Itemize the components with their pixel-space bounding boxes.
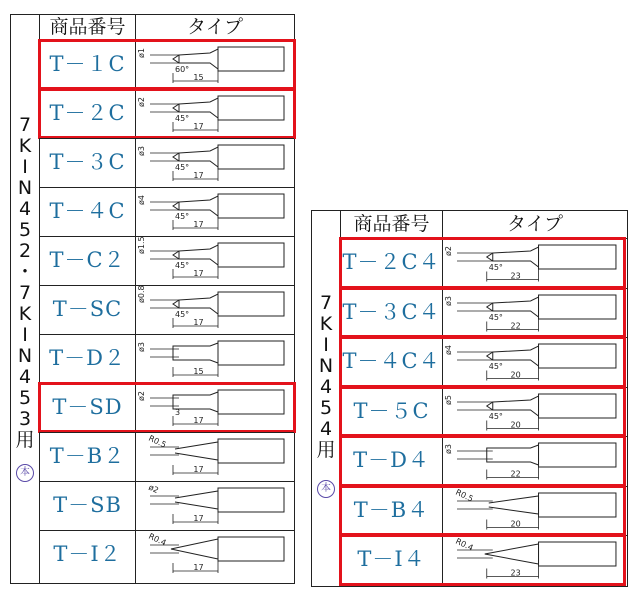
product-code: T－SD bbox=[52, 395, 123, 419]
right-side-label bbox=[312, 293, 340, 498]
angle-label: 45° bbox=[488, 362, 503, 371]
length-label: 17 bbox=[193, 514, 204, 523]
tip-bevel-face bbox=[173, 153, 179, 161]
left-product-table bbox=[10, 14, 295, 584]
angle-label: 3 bbox=[175, 408, 181, 417]
product-code: T－B４ bbox=[353, 497, 430, 522]
highlight-box bbox=[339, 336, 626, 388]
angle-label: 45° bbox=[175, 212, 190, 221]
side-char: 5 bbox=[18, 219, 32, 241]
length-label: 17 bbox=[193, 171, 204, 180]
length-label: 15 bbox=[193, 73, 204, 82]
diameter-label: ø2 bbox=[147, 482, 161, 496]
product-code: T－４C４ bbox=[342, 349, 441, 373]
angle-label: 45° bbox=[175, 163, 190, 172]
length-label: 17 bbox=[193, 318, 204, 327]
tip-diagram bbox=[137, 189, 290, 234]
product-code: T－B２ bbox=[49, 444, 126, 468]
length-label: 23 bbox=[510, 568, 521, 578]
side-char: 7 bbox=[18, 282, 32, 304]
side-char: 3 bbox=[18, 408, 32, 430]
tip-shape bbox=[175, 442, 218, 460]
length-label: 22 bbox=[510, 321, 521, 330]
highlight-box bbox=[38, 39, 296, 90]
tip-diagram bbox=[140, 434, 290, 479]
tip-bevel-face bbox=[173, 202, 179, 210]
length-label: 17 bbox=[193, 269, 204, 278]
length-label: 17 bbox=[193, 465, 204, 474]
product-code: T－３C４ bbox=[342, 299, 441, 324]
side-char: K bbox=[319, 313, 333, 335]
side-char: 4 bbox=[18, 366, 32, 388]
right-header-code: 商品番号 bbox=[353, 213, 430, 235]
product-code: T－１C bbox=[49, 52, 126, 76]
side-char: 5 bbox=[319, 397, 333, 419]
diameter-label: ø1.5 bbox=[137, 236, 146, 254]
length-label: 17 bbox=[193, 220, 204, 229]
side-char: 4 bbox=[319, 376, 333, 398]
highlight-box bbox=[339, 386, 626, 438]
side-char: 用 bbox=[316, 439, 336, 461]
tip-diagram bbox=[137, 285, 290, 332]
product-code: T－２C bbox=[49, 101, 126, 125]
side-char: N bbox=[318, 355, 334, 377]
diameter-label: ø3 bbox=[137, 342, 146, 352]
angle-label: 45° bbox=[175, 261, 190, 270]
side-char: K bbox=[18, 135, 32, 157]
tip-body bbox=[218, 145, 284, 169]
left-header-code: 商品番号 bbox=[49, 16, 126, 38]
diameter-label: ø3 bbox=[444, 295, 453, 306]
side-char: I bbox=[323, 334, 329, 356]
product-code: T－２C４ bbox=[342, 250, 441, 274]
length-label: 20 bbox=[510, 370, 521, 380]
diameter-label: ø2 bbox=[137, 391, 146, 401]
tip-shape bbox=[171, 539, 218, 559]
tip-bevel-face bbox=[173, 300, 179, 308]
diameter-label: R0.5 bbox=[454, 487, 475, 504]
tip-body bbox=[218, 292, 284, 316]
tip-shape bbox=[173, 343, 218, 363]
highlight-box bbox=[38, 382, 296, 433]
diameter-label: ø1 bbox=[137, 48, 146, 58]
product-code: T－SB bbox=[53, 493, 122, 517]
diameter-label: ø4 bbox=[137, 195, 146, 205]
diameter-label: ø3 bbox=[444, 444, 453, 454]
diameter-label: ø3 bbox=[137, 146, 146, 156]
tip-diagram bbox=[137, 236, 290, 283]
highlight-box bbox=[339, 485, 626, 537]
length-label: 17 bbox=[193, 416, 204, 425]
diameter-label: ø5 bbox=[444, 394, 453, 405]
side-char: 4 bbox=[18, 198, 32, 220]
product-code: T－I４ bbox=[357, 547, 426, 571]
tip-body bbox=[218, 194, 284, 218]
side-char: N bbox=[17, 345, 33, 367]
tip-diagram bbox=[137, 140, 290, 185]
side-char: 用 bbox=[15, 429, 35, 451]
product-code: T－D２ bbox=[49, 346, 126, 370]
diameter-label: ø4 bbox=[444, 345, 453, 355]
diameter-label: ø0.8 bbox=[137, 285, 146, 303]
tip-body bbox=[218, 341, 284, 365]
tip-shape bbox=[175, 491, 218, 509]
product-code: T－SC bbox=[52, 297, 123, 321]
product-code: T－４C bbox=[49, 199, 126, 223]
angle-label: 45° bbox=[488, 263, 503, 272]
right-header-type: タイプ bbox=[506, 213, 564, 235]
highlight-box bbox=[339, 435, 626, 487]
highlight-box bbox=[38, 88, 296, 139]
tip-body bbox=[218, 243, 284, 267]
tip-bevel-face bbox=[173, 251, 179, 259]
hon-marker-icon: 本 bbox=[317, 480, 335, 498]
diameter-label: R0.4 bbox=[147, 531, 168, 548]
diameter-label: ø2 bbox=[137, 97, 146, 107]
left-side-label bbox=[11, 115, 39, 482]
length-label: 22 bbox=[510, 469, 521, 479]
tip-diagram bbox=[140, 532, 290, 577]
side-char: 2 bbox=[18, 240, 32, 262]
angle-label: 45° bbox=[488, 411, 503, 421]
side-char: K bbox=[18, 303, 32, 325]
highlight-box bbox=[339, 287, 626, 339]
product-code: T－C２ bbox=[49, 248, 126, 272]
length-label: 15 bbox=[193, 367, 204, 376]
angle-label: 45° bbox=[488, 312, 503, 322]
side-char: ・ bbox=[15, 261, 35, 283]
tip-diagram bbox=[137, 336, 290, 381]
angle-label: 45° bbox=[175, 310, 190, 319]
side-char: 4 bbox=[319, 418, 333, 440]
product-code: T－I２ bbox=[53, 542, 122, 566]
length-label: 20 bbox=[510, 519, 521, 528]
product-code: T－３C bbox=[49, 150, 126, 174]
tip-body bbox=[218, 488, 284, 512]
left-header-type: タイプ bbox=[186, 16, 244, 38]
length-label: 20 bbox=[510, 420, 521, 429]
right-product-table bbox=[311, 210, 628, 587]
diameter-label: R0.5 bbox=[147, 433, 168, 450]
tip-diagram bbox=[140, 483, 290, 528]
highlight-box bbox=[339, 534, 626, 586]
side-char: I bbox=[22, 324, 28, 346]
side-char: 7 bbox=[319, 292, 333, 314]
length-label: 17 bbox=[193, 563, 204, 572]
side-char: N bbox=[17, 177, 33, 199]
side-char: 7 bbox=[18, 114, 32, 136]
angle-label: 45° bbox=[175, 114, 190, 123]
length-label: 23 bbox=[510, 271, 521, 281]
hon-marker-icon: 本 bbox=[16, 464, 34, 482]
side-char: I bbox=[22, 156, 28, 178]
length-label: 17 bbox=[193, 122, 204, 131]
highlight-box bbox=[339, 237, 626, 289]
tip-body bbox=[218, 537, 284, 561]
side-char: 5 bbox=[18, 387, 32, 409]
angle-label: 60° bbox=[175, 65, 190, 74]
product-code: T－５C bbox=[353, 398, 430, 423]
tip-body bbox=[218, 439, 284, 463]
diameter-label: ø2 bbox=[444, 246, 453, 256]
diameter-label: R0.4 bbox=[454, 536, 475, 553]
product-code: T－D４ bbox=[353, 448, 430, 472]
